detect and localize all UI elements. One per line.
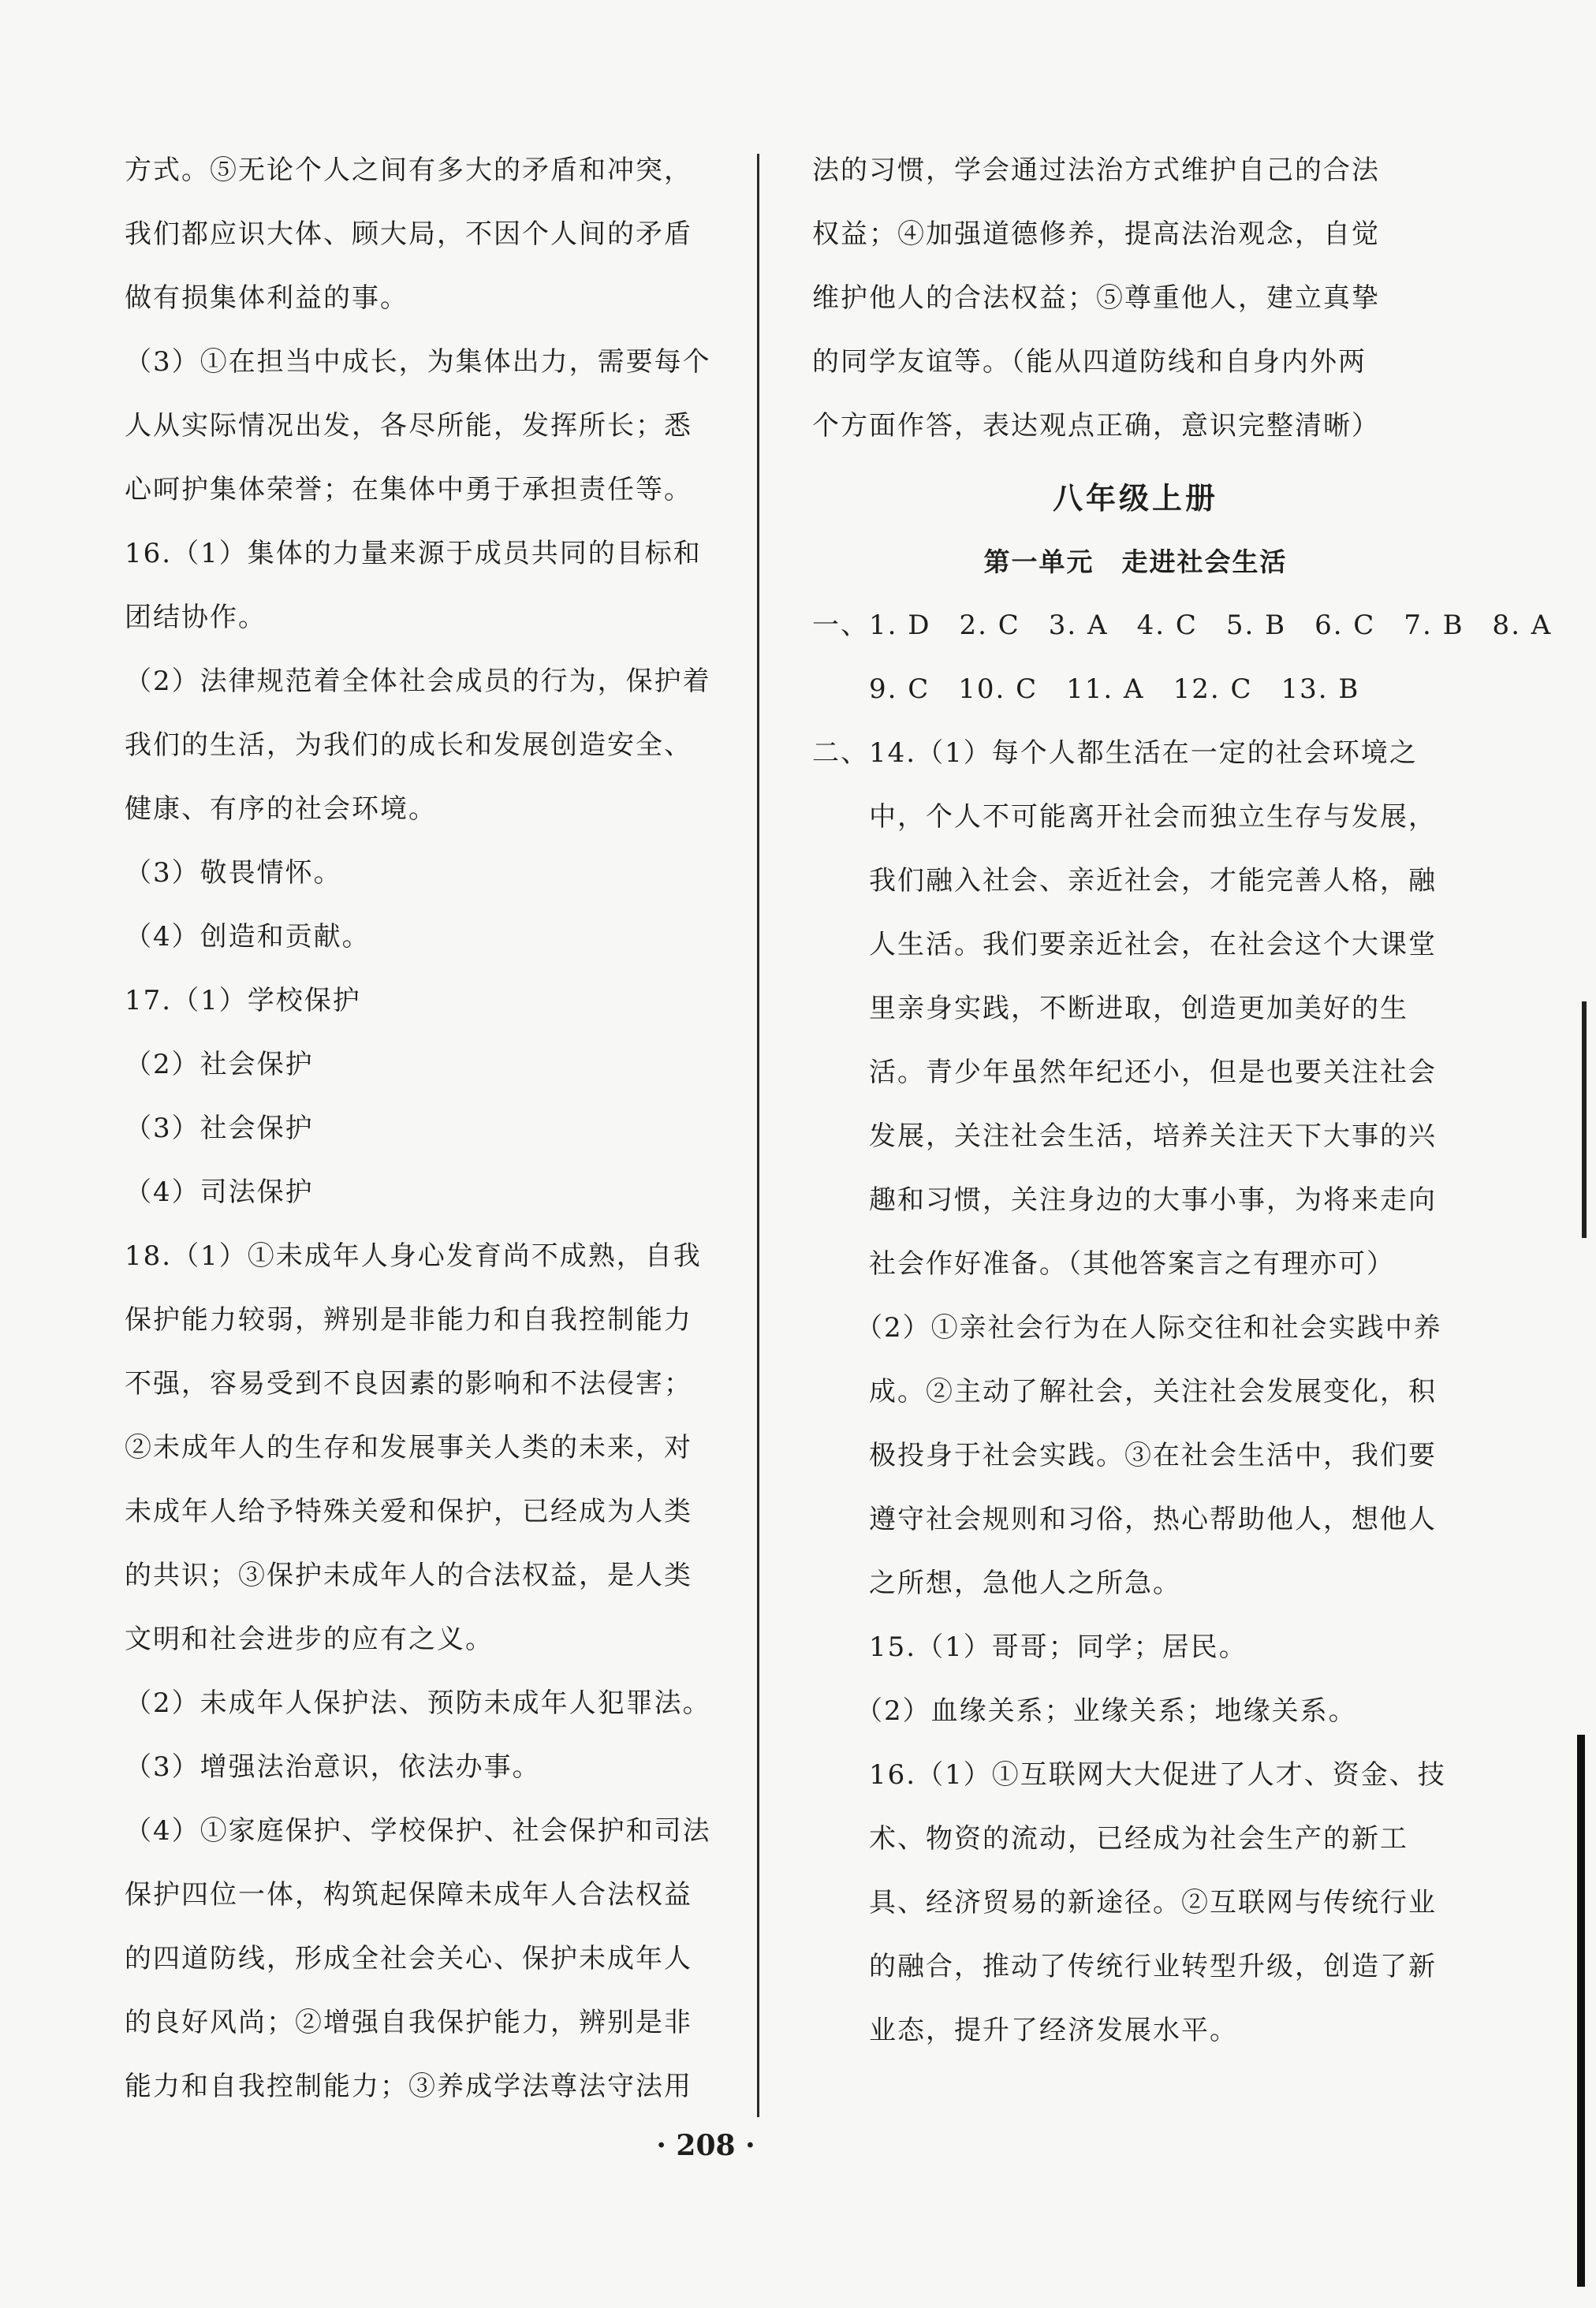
text-line: 未成年人给予特殊关爱和保护，已经成为人类 bbox=[125, 1496, 692, 1527]
text-line: （3）①在担当中成长，为集体出力，需要每个 bbox=[125, 346, 711, 378]
text-line: 我们都应识大体、顾大局，不因个人间的矛盾 bbox=[125, 218, 692, 250]
text-line: （2）①亲社会行为在人际交往和社会实践中养 bbox=[812, 1312, 1442, 1344]
text-line: 保护能力较弱，辨别是非能力和自我控制能力 bbox=[125, 1304, 692, 1336]
text-line: 我们的生活，为我们的成长和发展创造安全、 bbox=[125, 729, 692, 761]
text-line: 16.（1）集体的力量来源于成员共同的目标和 bbox=[125, 538, 702, 569]
text-line: （4）创造和贡献。 bbox=[125, 921, 371, 953]
text-line: 人从实际情况出发，各尽所能，发挥所长；悉 bbox=[125, 410, 692, 442]
scan-edge-mark bbox=[1577, 1735, 1585, 2287]
text-line: 业态，提升了经济发展水平。 bbox=[812, 2015, 1238, 2046]
page-number: · 208 · bbox=[656, 2129, 755, 2162]
text-line: 中，个人不可能离开社会而独立生存与发展， bbox=[812, 801, 1437, 833]
text-line: 成。②主动了解社会，关注社会发展变化，积 bbox=[812, 1376, 1437, 1408]
text-line: 个方面作答，表达观点正确，意识完整清晰） bbox=[812, 410, 1380, 442]
text-line: 方式。⑤无论个人之间有多大的矛盾和冲突， bbox=[125, 155, 692, 186]
text-line: 的同学友谊等。（能从四道防线和自身内外两 bbox=[812, 346, 1367, 378]
text-line: （2）未成年人保护法、预防未成年人犯罪法。 bbox=[125, 1687, 711, 1719]
column-divider bbox=[757, 154, 759, 2117]
text-line: 的共识；③保护未成年人的合法权益，是人类 bbox=[125, 1560, 692, 1591]
text-line: 17.（1）学校保护 bbox=[125, 985, 361, 1016]
text-line: 极投身于社会实践。③在社会生活中，我们要 bbox=[812, 1440, 1437, 1471]
text-line: 之所想，急他人之所急。 bbox=[812, 1568, 1181, 1599]
text-line: （2）法律规范着全体社会成员的行为，保护着 bbox=[125, 666, 711, 697]
left-column bbox=[125, 139, 724, 2119]
text-line: 团结协作。 bbox=[125, 602, 267, 633]
text-line: 社会作好准备。（其他答案言之有理亦可） bbox=[812, 1248, 1395, 1280]
text-line: （4）①家庭保护、学校保护、社会保护和司法 bbox=[125, 1815, 711, 1847]
text-line: 的融合，推动了传统行业转型升级，创造了新 bbox=[812, 1951, 1437, 1982]
text-line: 文明和社会进步的应有之义。 bbox=[125, 1624, 494, 1655]
scan-edge-mark bbox=[1582, 1001, 1587, 1238]
text-line: 健康、有序的社会环境。 bbox=[125, 793, 437, 825]
text-line: 不强，容易受到不良因素的影响和不法侵害； bbox=[125, 1368, 692, 1400]
text-line: 二、14.（1）每个人都生活在一定的社会环境之 bbox=[812, 737, 1418, 769]
text-line: 一、1. D 2. C 3. A 4. C 5. B 6. C 7. B 8. A bbox=[812, 610, 1553, 641]
text-line: 的四道防线，形成全社会关心、保护未成年人 bbox=[125, 1943, 692, 1974]
text-line: 的良好风尚；②增强自我保护能力，辨别是非 bbox=[125, 2007, 692, 2038]
text-line: 能力和自我控制能力；③养成学法尊法守法用 bbox=[125, 2071, 692, 2102]
right-top-text bbox=[812, 139, 1459, 458]
text-line: 15.（1）哥哥；同学；居民。 bbox=[812, 1631, 1247, 1663]
right-bottom-text bbox=[812, 594, 1553, 2063]
text-line: 心呵护集体荣誉；在集体中勇于承担责任等。 bbox=[125, 474, 692, 505]
text-line: 术、物资的流动，已经成为社会生产的新工 bbox=[812, 1823, 1408, 1855]
text-line: 遵守社会规则和习俗，热心帮助他人，想他人 bbox=[812, 1504, 1437, 1535]
text-line: 保护四位一体，构筑起保障未成年人合法权益 bbox=[125, 1879, 692, 1911]
text-line: 做有损集体利益的事。 bbox=[125, 282, 408, 314]
text-line: 趣和习惯，关注身边的大事小事，为将来走向 bbox=[812, 1184, 1437, 1216]
text-line: （4）司法保护 bbox=[125, 1176, 314, 1208]
text-line: 18.（1）①未成年人身心发育尚不成熟，自我 bbox=[125, 1240, 702, 1272]
text-line: 发展，关注社会生活，培养关注天下大事的兴 bbox=[812, 1120, 1437, 1152]
text-line: 我们融入社会、亲近社会，才能完善人格，融 bbox=[812, 865, 1437, 897]
text-line: 维护他人的合法权益；⑤尊重他人，建立真挚 bbox=[812, 282, 1380, 314]
text-line: 具、经济贸易的新途径。②互联网与传统行业 bbox=[812, 1887, 1437, 1918]
text-line: （3）增强法治意识，依法办事。 bbox=[125, 1751, 541, 1783]
text-line: 人生活。我们要亲近社会，在社会这个大课堂 bbox=[812, 929, 1437, 960]
text-line: （2）社会保护 bbox=[125, 1049, 314, 1080]
text-line: 法的习惯，学会通过法治方式维护自己的合法 bbox=[812, 155, 1380, 186]
text-line: （3）敬畏情怀。 bbox=[125, 857, 342, 889]
text-line: （3）社会保护 bbox=[125, 1113, 314, 1144]
text-line: 活。青少年虽然年纪还小，但是也要关注社会 bbox=[812, 1057, 1437, 1088]
text-line: 16.（1）①互联网大大促进了人才、资金、技 bbox=[812, 1759, 1446, 1791]
text-line: ②未成年人的生存和发展事关人类的未来，对 bbox=[125, 1432, 692, 1463]
right-column bbox=[812, 139, 1553, 2063]
text-line: 里亲身实践，不断进取，创造更加美好的生 bbox=[812, 993, 1408, 1024]
unit-heading: 第一单元 走进社会生活 bbox=[983, 546, 1288, 577]
text-line: 9. C 10. C 11. A 12. C 13. B bbox=[812, 673, 1360, 705]
text-line: 权益；④加强道德修养，提高法治观念，自觉 bbox=[812, 218, 1380, 250]
book-heading: 八年级上册 bbox=[1052, 480, 1218, 516]
text-line: （2）血缘关系；业缘关系；地缘关系。 bbox=[812, 1695, 1357, 1727]
